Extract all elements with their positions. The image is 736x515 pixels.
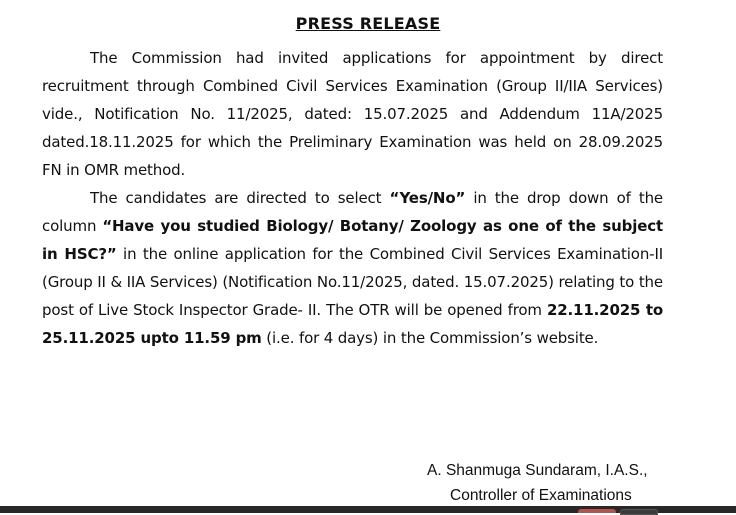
paragraph1-text: The Commission had invited applications for appointment by direct recruitment through Combined Civil Services Examination (Group II/IIA Services) vide., Notification No. 11/2025, dated: 15.07.2025 and Addendum 11A/2025 dated.18.11.2025 for which the Preliminary Examination was held on 28.09.2025 FN in OMR method.: [42, 49, 663, 179]
paragraph2-text-2: in the drop down of the column: [42, 189, 663, 235]
taskbar-button[interactable]: [620, 509, 658, 515]
page-title: PRESS RELEASE: [295, 14, 441, 33]
otr-dates-emphasis: 22.11.2025 to 25.11.2025 upto 11.59 pm: [42, 301, 664, 347]
paragraph2-text-4: (i.e. for 4 days) in the Commission’s website.: [261, 329, 599, 347]
paragraph2-text-3: in the online application for the Combined Civil Services Examination-II (Group II & IIA Services) (Notification No.11/2025, dated. 15.07.2025) relating to the post of Live Stock Inspector Grade- II. The OTR will be opened from: [42, 245, 663, 319]
signatory-name: A. Shanmuga Sundaram, I.A.S.,: [427, 462, 648, 479]
signature-block: [427, 458, 648, 508]
signatory-designation: Controller of Examinations: [450, 487, 632, 504]
paragraph-invitation: [42, 44, 663, 184]
paragraph-directive: [42, 184, 663, 352]
column-question-emphasis: “Have you studied Biology/ Botany/ Zoology as one of the subject in HSC?”: [42, 217, 664, 263]
paragraph2-text-1: The candidates are directed to select: [90, 189, 390, 207]
taskbar-button-active[interactable]: [578, 509, 616, 513]
yes-no-emphasis: “Yes/No”: [389, 189, 466, 207]
